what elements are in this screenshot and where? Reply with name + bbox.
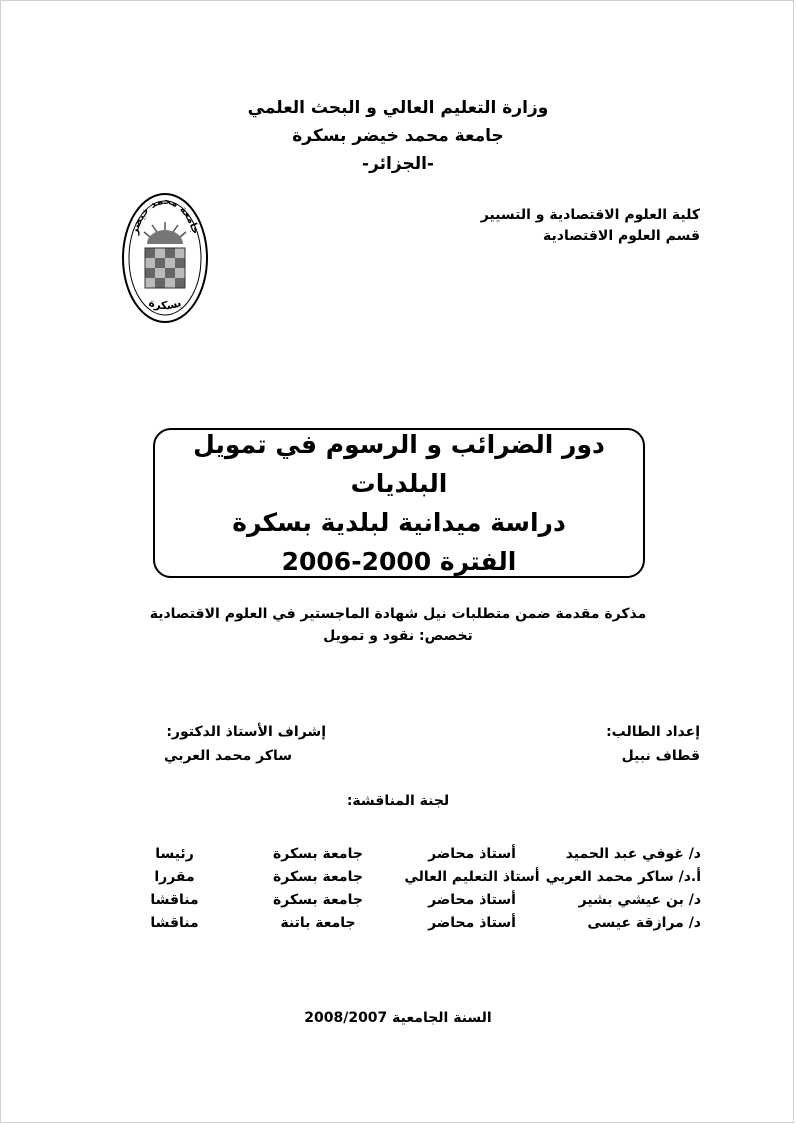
member-university: جامعة بسكرة [273, 891, 363, 908]
member-rank: أستاذ التعليم العالي [404, 868, 540, 885]
committee-table [96, 842, 701, 934]
supervisor-name: ساكر محمد العربي [164, 748, 292, 764]
student-block [500, 720, 700, 768]
member-name: أ.د/ ساكر محمد العربي [545, 868, 701, 885]
memo-description: مذكرة مقدمة ضمن متطلبات نيل شهادة الماجستير في العلوم الاقتصادية [149, 606, 647, 622]
committee-row [96, 865, 701, 888]
ministry-line: وزارة التعليم العالي و البحث العلمي [247, 98, 549, 118]
title-line-1: دور الضرائب و الرسوم في تمويل البلديات [193, 430, 605, 498]
member-role: مقررا [154, 868, 195, 885]
supervisor-block [126, 720, 326, 768]
memo-block [0, 603, 796, 647]
committee-row [96, 888, 701, 911]
member-name: د/ مرازقة عيسى [587, 914, 701, 931]
logo-top-text: جامعة محمد خيضر [129, 195, 201, 236]
student-label: إعداد الطالب: [606, 724, 700, 740]
member-university: جامعة بسكرة [273, 868, 363, 885]
title-line-2: دراسة ميدانية لبلدية بسكرة [232, 508, 566, 537]
member-name: د/ بن عيشي بشير [578, 891, 701, 908]
member-rank: أستاذ محاضر [428, 914, 516, 931]
member-role: رئيسا [155, 845, 194, 862]
title-line-3: الفترة 2000-2006 [281, 547, 517, 576]
faculty-block [360, 205, 700, 247]
member-university: جامعة بسكرة [273, 845, 363, 862]
academic-year: السنة الجامعية 2008/2007 [304, 1010, 492, 1026]
department-name: قسم العلوم الاقتصادية [543, 228, 700, 244]
member-rank: أستاذ محاضر [428, 891, 516, 908]
university-logo-icon [121, 192, 209, 324]
supervisor-label: إشراف الأستاذ الدكتور: [166, 724, 326, 740]
committee-row [96, 842, 701, 865]
thesis-title-box [153, 428, 645, 578]
committee-title: لجنة المناقشة: [346, 793, 450, 809]
logo-bottom-text: بسكرة [146, 295, 184, 313]
committee-row [96, 911, 701, 934]
student-name: قطاف نبيل [621, 748, 700, 764]
member-role: مناقشا [150, 914, 199, 931]
member-role: مناقشا [150, 891, 199, 908]
country-line: -الجزائر- [362, 154, 434, 174]
member-rank: أستاذ محاضر [428, 845, 516, 862]
member-name: د/ غوفي عبد الحميد [565, 845, 701, 862]
header [0, 94, 796, 178]
university-line: جامعة محمد خيضر بسكرة [292, 126, 504, 146]
member-university: جامعة باتنة [280, 914, 356, 931]
faculty-name: كلية العلوم الاقتصادية و التسيير [480, 207, 700, 223]
memo-specialty: تخصص: نقود و تمويل [323, 628, 473, 644]
